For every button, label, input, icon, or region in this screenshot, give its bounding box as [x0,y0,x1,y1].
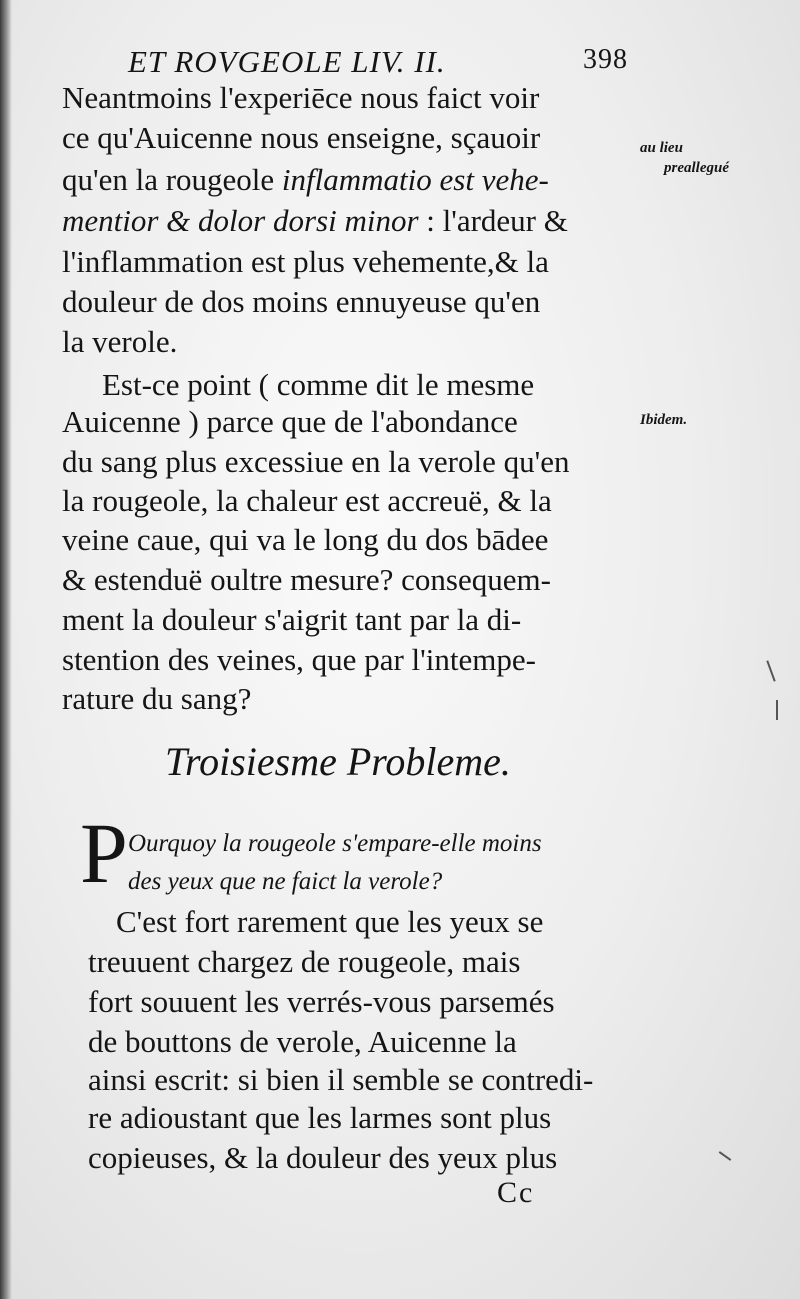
text-line: du sang plus excessiue en la verole qu'en [62,444,570,479]
text-line: ainsi escrit: si bien il semble se contredi- [88,1062,594,1097]
ink-mark [776,700,778,720]
text-line: Neantmoins l'experiēce nous faict voir [62,80,540,115]
catchword: Cc [497,1176,535,1209]
text-run: : l'ardeur & [418,203,568,238]
text-line: veine caue, qui va le long du dos bādee [62,522,549,557]
text-line: rature du sang? [62,681,252,716]
ink-mark [719,1151,732,1161]
margin-note-2: Ibidem. [640,412,688,428]
drop-capital: P [80,805,128,901]
text-line: ce qu'Auicenne nous enseigne, sçauoir [62,120,541,155]
latin-quote: mentior & dolor dorsi minor [62,203,419,238]
text-line: ment la douleur s'aigrit tant par la di- [62,602,522,637]
margin-note-1-line-1: au lieu [640,140,683,156]
text-line: Est-ce point ( comme dit le mesme [102,367,535,402]
latin-quote: inflammatio est vehe- [281,162,549,197]
text-line: treuuent chargez de rougeole, mais [88,944,521,979]
text-line: de bouttons de verole, Auicenne la [88,1024,517,1059]
ink-mark [766,660,775,681]
margin-note-1-line-2: preallegué [664,160,729,176]
text-line: la rougeole, la chaleur est accreuë, & la [62,483,552,518]
text-line: C'est fort rarement que les yeux se [116,904,544,939]
text-line: & estenduë oultre mesure? consequem- [62,562,551,597]
running-title: ET ROVGEOLE LIV. II. [128,44,446,79]
page-binding-shadow [0,0,12,1299]
text-line: fort souuent les verrés-vous parsemés [88,984,555,1019]
text-line [62,160,549,200]
page-number: 398 [583,44,628,75]
text-line: douleur de dos moins ennuyeuse qu'en [62,284,541,319]
question-line-2: des yeux que ne faict la verole? [128,868,443,895]
text-line: re adioustant que les larmes sont plus [88,1100,552,1135]
section-heading: Troisiesme Probleme. [165,739,511,784]
text-run: qu'en la rougeole [62,162,282,197]
question-line-1: Ourquoy la rougeole s'empare-elle moins [128,830,542,857]
text-line: copieuses, & la douleur des yeux plus [88,1140,558,1175]
text-line: l'inflammation est plus vehemente,& la [62,244,549,279]
text-line: stention des veines, que par l'intempe- [62,642,536,677]
text-line: la verole. [62,324,178,359]
text-line [62,201,568,241]
text-line: Auicenne ) parce que de l'abondance [62,404,518,439]
